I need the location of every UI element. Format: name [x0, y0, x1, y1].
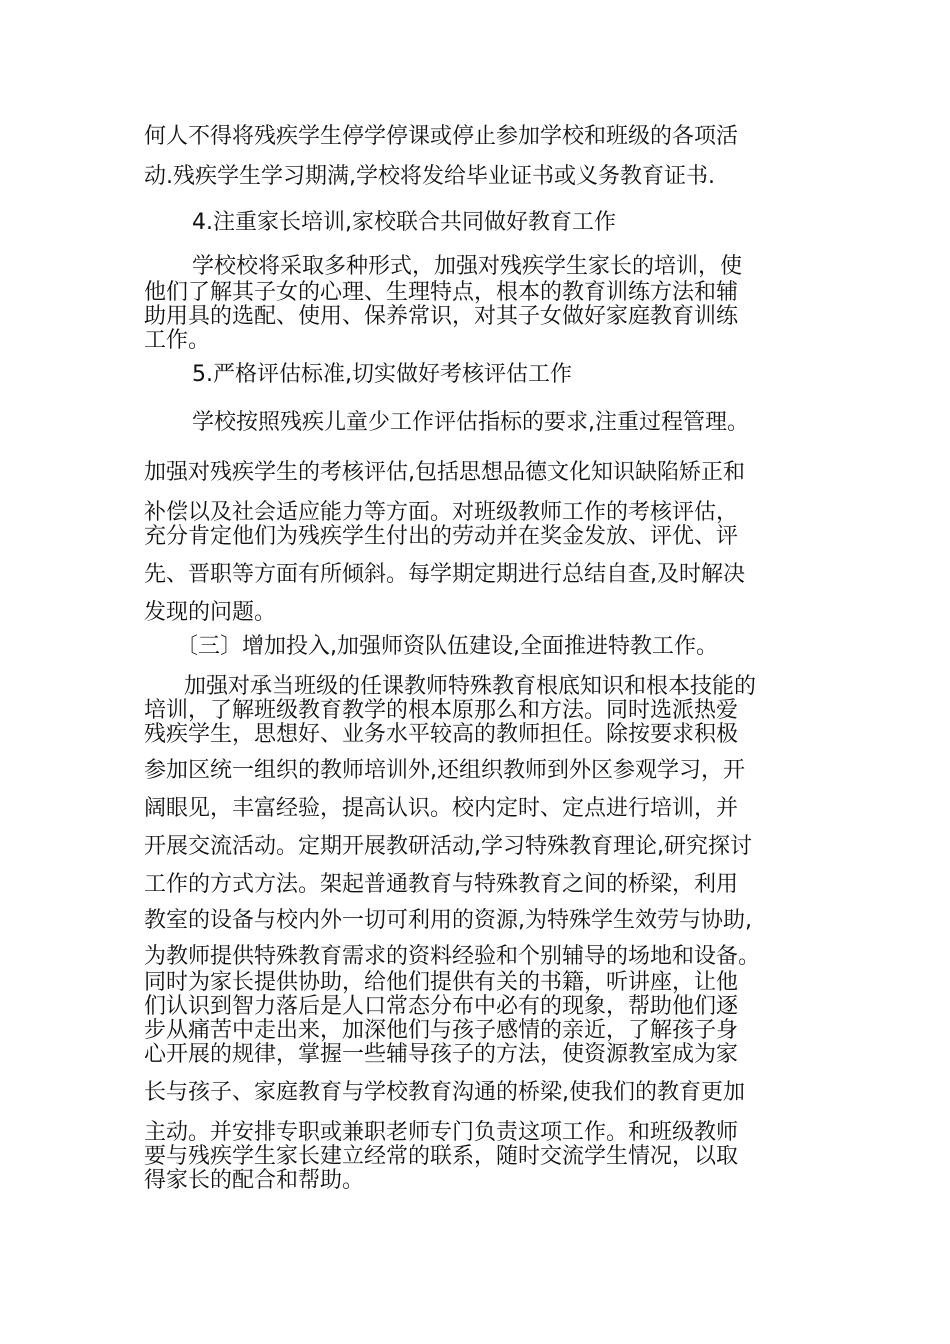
text-line: 长与孩子、家庭教育与学校教育沟通的桥梁,使我们的教育更加: [144, 1080, 745, 1105]
text-line: 开展交流活动。定期开展教研活动,学习特殊教育理论,研究探讨: [144, 834, 752, 859]
text-line: 加强对承当班级的任课教师特殊教育根底知识和根本技能的: [184, 674, 757, 699]
text-line: 动.残疾学生学习期满,学校将发给毕业证书或义务教育证书.: [144, 164, 715, 189]
text-line: 加强对残疾学生的考核评估,包括思想品德文化知识缺陷矫正和: [144, 460, 745, 485]
text-line: 学校校将采取多种形式，加强对残疾学生家长的培训，使: [192, 254, 743, 279]
text-line: 先、晋职等方面有所倾斜。每学期定期进行总结自查,及时解决: [144, 562, 745, 587]
text-line: 培训，了解班级教育教学的根本原那么和方法。同时选派热爱: [144, 698, 739, 723]
section-heading: 5.严格评估标准,切实做好考核评估工作: [192, 362, 572, 387]
text-line: 何人不得将残疾学生停学停课或停止参加学校和班级的各项活: [144, 124, 739, 149]
text-line: 主动。并安排专职或兼职老师专门负责这项工作。和班级教师: [144, 1120, 739, 1145]
text-line: 发现的问题。: [144, 600, 277, 625]
section-heading: 4.注重家长培训,家校联合共同做好教育工作: [192, 210, 616, 235]
text-line: 工作。: [144, 328, 211, 353]
text-line: 为教师提供特殊教育需求的资料经验和个别辅导的场地和设备。: [144, 944, 761, 969]
text-line: 学校按照残疾儿童少工作评估指标的要求,注重过程管理。: [192, 410, 749, 435]
text-line: 要与残疾学生家长建立经常的联系，随时交流学生情况，以取: [144, 1144, 739, 1169]
text-line: 得家长的配合和帮助。: [144, 1168, 365, 1193]
text-line: 工作的方式方法。架起普通教育与特殊教育之间的桥梁，利用: [144, 872, 739, 897]
text-line: 们认识到智力落后是人口常态分布中必有的现象，帮助他们逐: [144, 994, 739, 1019]
text-line: 同时为家长提供协助，给他们提供有关的书籍，听讲座，让他: [144, 970, 739, 995]
text-line: 充分肯定他们为残疾学生付出的劳动并在奖金发放、评优、评: [144, 524, 739, 549]
text-line: 补偿以及社会适应能力等方面。对班级教师工作的考核评估，: [144, 500, 739, 525]
text-line: 他们了解其子女的心理、生理特点，根本的教育训练方法和辅: [144, 280, 739, 305]
text-line: 助用具的选配、使用、保养常识，对其子女做好家庭教育训练: [144, 304, 739, 329]
text-line: 心开展的规律，掌握一些辅导孩子的方法，使资源教室成为家: [144, 1042, 739, 1067]
text-line: 参加区统一组织的教师培训外,还组织教师到外区参观学习，开: [144, 758, 745, 783]
text-line: 残疾学生，思想好、业务水平较高的教师担任。除按要求积极: [144, 722, 739, 747]
text-line: 阔眼见，丰富经验，提高认识。校内定时、定点进行培训，并: [144, 796, 739, 821]
section-heading: 〔三〕增加投入,加强师资队伍建设,全面推进特教工作。: [176, 634, 718, 659]
text-line: 步从痛苦中走出来，加深他们与孩子感情的亲近，了解孩子身: [144, 1018, 739, 1043]
text-line: 教室的设备与校内外一切可利用的资源,为特殊学生效劳与协助,: [144, 908, 752, 933]
